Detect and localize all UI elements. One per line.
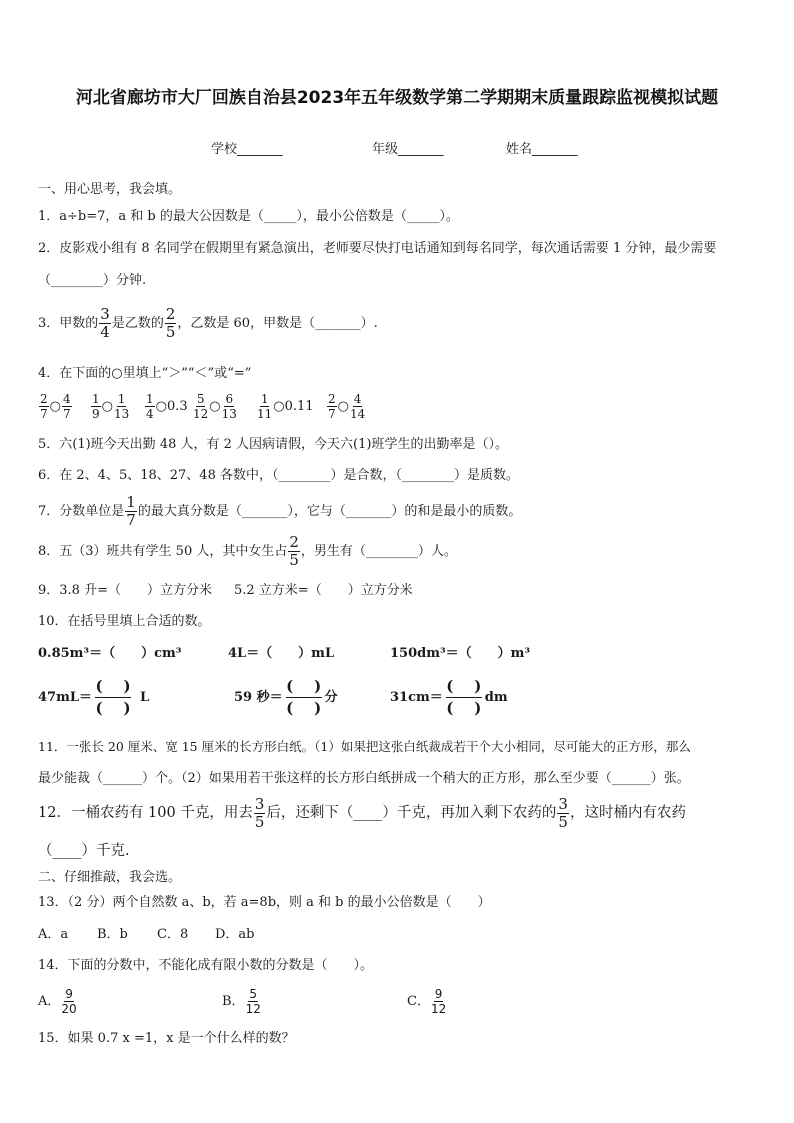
question-14: 14．下面的分数中，不能化成有限小数的分数是（ ）。	[38, 958, 374, 973]
compare-item-3: $\frac{1}{4}$ ○0.3	[146, 392, 188, 421]
question-4-stem: 4．在下面的○里填上“＞”“＜”或“=”	[38, 366, 252, 381]
fraction: $\frac{3}{4}$	[100, 305, 110, 341]
question-12	[38, 797, 686, 830]
section-2-heading: 二、仔细推敲，我会选。	[38, 870, 182, 885]
fraction: $\frac{3}{5}$	[558, 795, 568, 831]
compare-item-5: $\frac{1}{11}$ ○0.11	[257, 392, 314, 421]
question-12-mid: 后，还剩下（____）千克，再加入剩下农药的	[266, 805, 557, 822]
question-10-r2-b: 59 秒＝ $\frac{( )}{( )}$ 分	[234, 677, 338, 717]
question-11-line-1: 11．一张长 20 厘米、宽 15 厘米的长方形白纸。（1）如果把这张白纸裁成若干个大小相同，尽可能大的正方形，那么	[38, 739, 691, 754]
question-10-r1-a: 0.85m³＝（ ）cm³	[38, 646, 182, 661]
question-3-mid: 是乙数的	[111, 316, 164, 331]
blank-fraction: $\frac{( )}{( )}$	[95, 677, 131, 717]
question-14-option-c[interactable]: C． $\frac{9}{12}$	[407, 987, 447, 1016]
question-1: 1．a÷b=7，a 和 b 的最大公因数是（_____），最小公倍数是（_____）。	[38, 209, 459, 224]
question-12-prefix: 12．一桶农药有 100 千克，用去	[38, 805, 253, 822]
question-10-r1-c: 150dm³＝（ ）m³	[390, 646, 531, 661]
question-7	[38, 495, 521, 528]
question-4-items	[38, 393, 366, 420]
grade-field: 年级_______	[372, 142, 444, 157]
question-14-option-b[interactable]: B． $\frac{5}{12}$	[222, 987, 261, 1016]
question-8-prefix: 8．五（3）班共有学生 50 人，其中女生占	[38, 544, 288, 559]
question-2-line-2: （________）分钟.	[38, 273, 147, 288]
fraction: $\frac{2}{5}$	[289, 533, 299, 569]
question-5: 5．六(1)班今天出勤 48 人，有 2 人因病请假，今天六(1)班学生的出勤率是（）。	[38, 437, 508, 452]
question-7-suffix: 的最大真分数是（_______），它与（_______）的和是最小的质数。	[137, 504, 522, 519]
compare-item-4: $\frac{5}{12}$ ○ $\frac{6}{13}$	[193, 392, 237, 421]
section-1-heading: 一、用心思考，我会填。	[38, 182, 182, 197]
question-10-r2-c: 31cm＝ $\frac{( )}{( )}$ dm	[390, 677, 508, 717]
question-13-option-a[interactable]: A．a	[38, 927, 69, 942]
question-3-suffix: ，乙数是 60，甲数是（_______）.	[177, 316, 378, 331]
question-12-line-2: （____）千克.	[38, 843, 130, 859]
page-title: 河北省廊坊市大厂回族自治县2023年五年级数学第二学期期末质量跟踪监视模拟试题	[75, 88, 719, 108]
question-12-suffix: ，这时桶内有农药	[569, 805, 686, 822]
question-6: 6．在 2、4、5、18、27、48 各数中，（________）是合数，（________）是质数。	[38, 468, 519, 483]
question-8-suffix: ，男生有（________）人。	[300, 544, 457, 559]
question-10-r2-a: 47mL＝ $\frac{( )}{( )}$ L	[38, 677, 150, 717]
blank-fraction: $\frac{( )}{( )}$	[286, 677, 322, 717]
question-2-line-1: 2．皮影戏小组有 8 名同学在假期里有紧急演出，老师要尽快打电话通知到每名同学，每次通话需要 1 分钟，最少需要	[38, 241, 717, 256]
school-field: 学校_______	[211, 142, 283, 157]
name-field: 姓名_______	[506, 142, 578, 157]
question-8	[38, 535, 457, 568]
question-10-r1-b: 4L＝（ ）mL	[228, 646, 335, 661]
compare-item-2: $\frac{1}{9}$ ○ $\frac{1}{13}$	[92, 392, 130, 421]
question-9-part-b: 5.2 立方米=（ ）立方分米	[234, 583, 413, 598]
question-3	[38, 307, 378, 340]
question-9-part-a: 9．3.8 升=（ ）立方分米	[38, 583, 212, 598]
question-13-option-d[interactable]: D．ab	[215, 927, 255, 942]
blank-fraction: $\frac{( )}{( )}$	[446, 677, 482, 717]
compare-item-1: $\frac{2}{7}$ ○ $\frac{4}{7}$	[40, 392, 71, 421]
question-11-line-2: 最少能裁（______）个。（2）如果用若干张这样的长方形白纸拼成一个稍大的正方形，那么至少要（______）张。	[38, 771, 690, 786]
fraction: $\frac{3}{5}$	[254, 795, 265, 831]
compare-item-6: $\frac{2}{7}$ ○ $\frac{4}{14}$	[328, 392, 366, 421]
question-15: 15．如果 0.7 x =1，x 是一个什么样的数？	[38, 1031, 295, 1046]
question-13-option-b[interactable]: B．b	[97, 927, 128, 942]
question-3-prefix: 3．甲数的	[38, 316, 99, 331]
question-10-stem: 10．在括号里填上合适的数。	[38, 614, 211, 629]
fraction: $\frac{1}{7}$	[126, 493, 136, 529]
question-7-prefix: 7．分数单位是	[38, 504, 125, 519]
question-13-option-c[interactable]: C．8	[157, 927, 189, 942]
fraction: $\frac{2}{5}$	[165, 305, 176, 341]
question-14-option-a[interactable]: A． $\frac{9}{20}$	[38, 987, 77, 1016]
question-13: 13．（2 分）两个自然数 a、b，若 a=8b，则 a 和 b 的最小公倍数是（ ）	[38, 895, 491, 910]
